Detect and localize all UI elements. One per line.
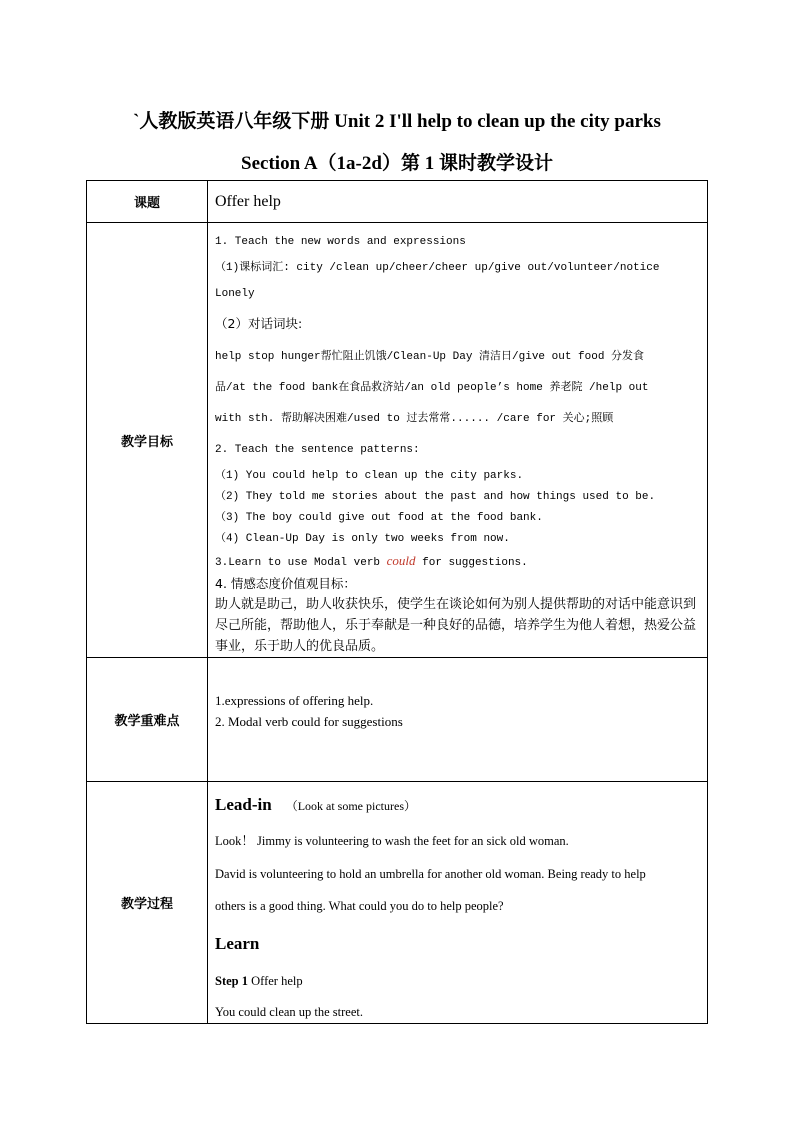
leadin-line: David is volunteering to hold an umbrella for another old woman. Being ready to help [215, 867, 646, 881]
key-points-content [208, 658, 708, 782]
modal-suffix: for suggestions. [415, 557, 528, 569]
step-line [215, 961, 701, 1001]
table-row-subject [87, 181, 708, 223]
document-title: `人教版英语八年级下册 Unit 2 I'll help to clean up the city parks [133, 111, 661, 132]
table-row-process [87, 782, 708, 1024]
modal-word: could [386, 553, 416, 568]
leadin-heading-line [215, 792, 701, 819]
leadin-heading: Lead-in [215, 795, 272, 814]
lesson-plan-table [86, 180, 708, 1024]
step-text: Offer help [248, 974, 303, 988]
objective-line: （1)课标词汇: city /clean up/cheer/cheer up/give out/volunteer/notice [215, 262, 660, 274]
step-example-line: You could clean up the street. [215, 1005, 364, 1019]
leadin-note: （Look at some pictures） [285, 799, 416, 813]
objective-line: （3) The boy could give out food at the food bank. [215, 512, 543, 524]
objective-line: （2) They told me stories about the past and how things used to be. [215, 491, 656, 503]
attitude-paragraph: 助人就是助己，助人收获快乐，使学生在谈论如何为别人提供帮助的对话中能意识到尽己所能，帮助他人，乐于奉献是一种良好的品德，培养学生为他人着想，热爱公益事业，乐于助人的优良品质。 [215, 597, 697, 654]
learn-heading: Learn [215, 934, 260, 953]
subject-value: Offer help [208, 181, 708, 223]
process-content [208, 782, 708, 1024]
objective-line: 品/at the food bank在食品救济站/an old people’s home 养老院 /help out [215, 382, 649, 394]
leadin-line: Look！ Jimmy is volunteering to wash the feet for an sick old woman. [215, 834, 569, 848]
attitude-heading: 4. 情感态度价值观目标： [215, 576, 356, 591]
row-label-subject: 课题 [87, 181, 208, 223]
objective-line: help stop hunger帮忙阻止饥饿/Clean-Up Day 清洁日/give out food 分发食 [215, 351, 645, 363]
modal-verb-line [215, 550, 701, 574]
row-label-objectives: 教学目标 [87, 223, 208, 658]
objective-line: Lonely [215, 288, 255, 300]
objectives-content [208, 223, 708, 658]
document-subtitle: Section A（1a-2d）第 1 课时教学设计 [241, 153, 553, 174]
objective-line: 2. Teach the sentence patterns: [215, 444, 420, 456]
objective-line: 1. Teach the new words and expressions [215, 236, 466, 248]
objective-line: （2）对话词块: [215, 316, 303, 331]
objective-line: （4) Clean-Up Day is only two weeks from now. [215, 533, 510, 545]
objective-line: with sth. 帮助解决困难/used to 过去常常...... /care for 关心;照顾 [215, 413, 614, 425]
row-label-process: 教学过程 [87, 782, 208, 1024]
row-label-key-points: 教学重难点 [87, 658, 208, 782]
key-point-line: 1.expressions of offering help. [215, 693, 374, 708]
modal-prefix: 3.Learn to use Modal verb [215, 557, 387, 569]
leadin-line: others is a good thing. What could you do to help people? [215, 899, 504, 913]
table-row-objectives [87, 223, 708, 658]
objective-line: （1) You could help to clean up the city parks. [215, 470, 524, 482]
key-point-line: 2. Modal verb could for suggestions [215, 714, 403, 729]
step-label: Step 1 [215, 974, 248, 988]
table-row-key-points [87, 658, 708, 782]
